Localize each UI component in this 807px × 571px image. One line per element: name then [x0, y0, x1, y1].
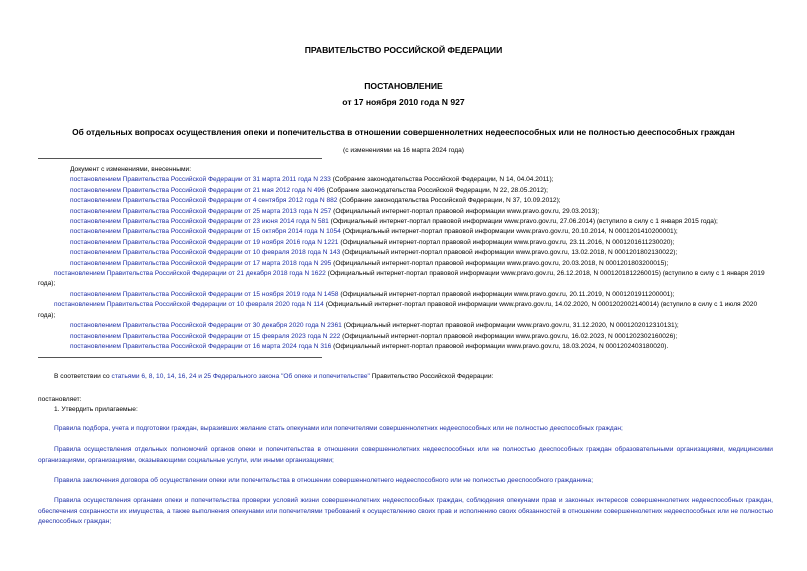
amendment-link[interactable]: постановлением Правительства Российской Федерации от 23 июня 2014 года N 581: [70, 218, 329, 226]
rules-link[interactable]: Правила подбора, учета и подготовки граждан, выразивших желание стать опекунами или попечителями совершеннолетних недееспособных или не полностью дееспособных граждан;: [54, 425, 623, 432]
amendment-item: постановлением Правительства Российской Федерации от 21 мая 2012 года N 496 (Собрание законодательства Российской Федерации, N 22, 28.05.2012);: [70, 186, 548, 194]
edition-note: (с изменениями на 16 марта 2024 года): [343, 147, 464, 154]
rules-link[interactable]: Правила заключения договора об осуществлении опеки или попечительства в отношении совершеннолетнего недееспособного или не полностью дееспособного гражданина;: [54, 477, 594, 484]
amendment-link[interactable]: постановлением Правительства Российской Федерации от 15 февраля 2023 года N 222: [70, 332, 341, 340]
amendment-link[interactable]: постановлением Правительства Российской Федерации от 31 марта 2011 года N 233: [70, 176, 331, 184]
amendment-item: постановлением Правительства Российской Федерации от 17 марта 2018 года N 295 (Официальный интернет-портал правовой информации www.pravo.gov.ru, 20.03.2018, N 0001201803200015);: [70, 259, 669, 267]
rules-item: [38, 424, 773, 435]
amendment-item: постановлением Правительства Российской Федерации от 4 сентября 2012 года N 882 (Собрание законодательства Российской Федерации, N 37, 10.09.2012);: [70, 197, 561, 205]
rules-item: [38, 445, 773, 466]
amendment-item: постановлением Правительства Российской Федерации от 21 декабря 2018 года N 1622 (Официальный интернет-портал правовой информации www.pravo.gov.ru, 26.12.2018, N 0001201812260015) (вступило в силу с 1 января 2019 года);: [38, 270, 765, 288]
federal-law-link[interactable]: статьями 6, 8, 10, 14, 16, 24 и 25 Федерального закона "Об опеке и попечительстве": [111, 373, 370, 380]
amendment-link[interactable]: постановлением Правительства Российской Федерации от 10 февраля 2018 года N 143: [70, 249, 341, 257]
amendment-link[interactable]: постановлением Правительства Российской Федерации от 15 ноября 2019 года N 1458: [70, 290, 339, 298]
doc-type-heading: ПОСТАНОВЛЕНИЕ: [364, 81, 443, 91]
legal-basis: В соответствии со статьями 6, 8, 10, 14, 16, 24 и 25 Федерального закона "Об опеке и попечительстве" Правительство Российской Федерации:: [54, 373, 494, 380]
amendments-list: [38, 165, 773, 352]
amendment-item: постановлением Правительства Российской Федерации от 31 марта 2011 года N 233 (Собрание законодательства Российской Федерации, N 14, 04.04.2011);: [70, 176, 554, 184]
amendment-link[interactable]: постановлением Правительства Российской Федерации от 10 февраля 2020 года N 114: [54, 301, 324, 309]
resolves-label: постановляет:: [38, 396, 82, 403]
rules-item: [38, 476, 773, 487]
rules-link[interactable]: Правила осуществления отдельных полномочий органов опеки и попечительства в отношении совершеннолетних недееспособных или не полностью дееспособных граждан образовательными организациями, медицинскими организациями, организациями, оказывающими социальные услуги, или иными организациями;: [38, 446, 773, 464]
amendment-link[interactable]: постановлением Правительства Российской Федерации от 16 марта 2024 года N 316: [70, 342, 332, 350]
amendment-link[interactable]: постановлением Правительства Российской Федерации от 19 ноября 2016 года N 1221: [70, 238, 339, 246]
amendment-item: постановлением Правительства Российской Федерации от 10 февраля 2018 года N 143 (Официальный интернет-портал правовой информации www.pravo.gov.ru, 13.02.2018, N 0001201802130022);: [70, 249, 678, 257]
bottom-divider: [38, 357, 322, 358]
approve-clause: 1. Утвердить прилагаемые:: [54, 406, 138, 413]
amendment-item: постановлением Правительства Российской Федерации от 15 октября 2014 года N 1054 (Официальный интернет-портал правовой информации www.pravo.gov.ru, 20.10.2014, N 0001201410200001);: [70, 228, 678, 236]
amendment-item: постановлением Правительства Российской Федерации от 23 июня 2014 года N 581 (Официальный интернет-портал правовой информации www.pravo.gov.ru, 27.06.2014) (вступило в силу с 1 января 2015 года);: [70, 218, 718, 226]
issuer-heading: ПРАВИТЕЛЬСТВО РОССИЙСКОЙ ФЕДЕРАЦИИ: [304, 45, 503, 55]
amendment-link[interactable]: постановлением Правительства Российской Федерации от 21 декабря 2018 года N 1622: [54, 270, 326, 278]
top-divider: [38, 158, 322, 159]
amendment-item: постановлением Правительства Российской Федерации от 16 марта 2024 года N 316 (Официальный интернет-портал правовой информации www.pravo.gov.ru, 18.03.2024, N 0001202403180020).: [70, 342, 669, 350]
amendment-item: постановлением Правительства Российской Федерации от 30 декабря 2020 года N 2361 (Официальный интернет-портал правовой информации www.pravo.gov.ru, 31.12.2020, N 0001202012310131);: [70, 322, 679, 330]
amendment-link[interactable]: постановлением Правительства Российской Федерации от 30 декабря 2020 года N 2361: [70, 322, 342, 330]
rules-link[interactable]: Правила осуществления органами опеки и попечительства проверки условий жизни совершеннолетних недееспособных граждан, соблюдения опекунами прав и законных интересов совершеннолетних недееспособных граждан, обеспечения сохранности их имущества, а также выполнения опекунами или попечителями требований к осуществлению своих прав и исполнению своих обязанностей в отношении совершеннолетних недееспособных или не полностью дееспособных граждан;: [38, 497, 773, 526]
rules-item: [38, 496, 773, 528]
amendment-link[interactable]: постановлением Правительства Российской Федерации от 21 мая 2012 года N 496: [70, 186, 325, 194]
doc-title: Об отдельных вопросах осуществления опеки и попечительства в отношении совершеннолетних недееспособных или не полностью дееспособных граждан: [72, 127, 735, 137]
doc-date-heading: от 17 ноября 2010 года N 927: [342, 97, 465, 107]
amendment-link[interactable]: постановлением Правительства Российской Федерации от 25 марта 2013 года N 257: [70, 207, 332, 215]
amendment-item: постановлением Правительства Российской Федерации от 25 марта 2013 года N 257 (Официальный интернет-портал правовой информации www.pravo.gov.ru, 29.03.2013);: [70, 207, 600, 215]
amendment-item: постановлением Правительства Российской Федерации от 15 февраля 2023 года N 222 (Официальный интернет-портал правовой информации www.pravo.gov.ru, 16.02.2023, N 0001202302160026);: [70, 332, 678, 340]
amendment-link[interactable]: постановлением Правительства Российской Федерации от 15 октября 2014 года N 1054: [70, 228, 341, 236]
amendment-item: постановлением Правительства Российской Федерации от 10 февраля 2020 года N 114 (Официальный интернет-портал правовой информации www.pravo.gov.ru, 14.02.2020, N 0001202002140014) (вступило в силу с 1 июля 2020 года);: [38, 301, 758, 319]
amendment-link[interactable]: постановлением Правительства Российской Федерации от 17 марта 2018 года N 295: [70, 259, 332, 267]
amendments-intro: Документ с изменениями, внесенными:: [70, 166, 192, 173]
amendment-link[interactable]: постановлением Правительства Российской Федерации от 4 сентября 2012 года N 882: [70, 197, 338, 205]
amendment-item: постановлением Правительства Российской Федерации от 19 ноября 2016 года N 1221 (Официальный интернет-портал правовой информации www.pravo.gov.ru, 23.11.2016, N 0001201611230020);: [70, 238, 675, 246]
amendment-item: постановлением Правительства Российской Федерации от 15 ноября 2019 года N 1458 (Официальный интернет-портал правовой информации www.pravo.gov.ru, 20.11.2019, N 0001201911200001);: [70, 290, 675, 298]
